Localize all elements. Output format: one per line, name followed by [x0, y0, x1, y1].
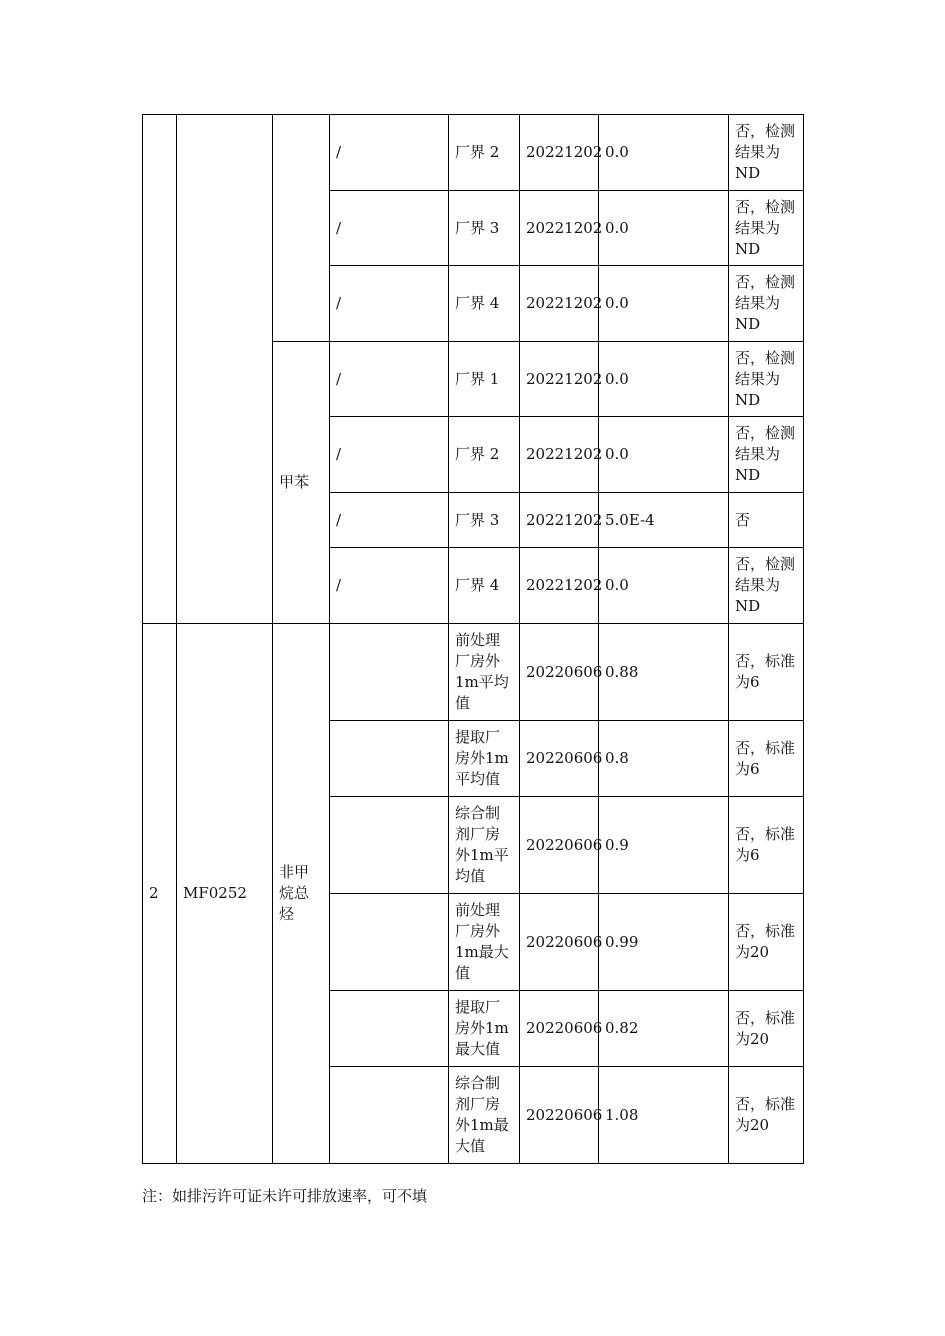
value-cell: 1.08 [599, 1067, 729, 1164]
point-cell: 厂界 3 [449, 493, 520, 548]
exceed-cell: 否，检测结果为ND [729, 191, 804, 266]
value-cell: 0.9 [599, 797, 729, 894]
value-cell: 0.0 [599, 191, 729, 266]
rate-cell: / [330, 493, 449, 548]
rate-cell: / [330, 191, 449, 266]
footnote: 注：如排污许可证未许可排放速率，可不填 [142, 1187, 428, 1205]
rate-cell [330, 991, 449, 1067]
point-cell: 提取厂房外1m最大值 [449, 991, 520, 1067]
monitoring-table [142, 114, 804, 1164]
exceed-cell: 否，检测结果为ND [729, 417, 804, 493]
outlet-code-cell [177, 115, 273, 624]
rate-cell [330, 624, 449, 721]
pollutant-cell [273, 115, 330, 342]
point-cell: 厂界 3 [449, 191, 520, 266]
exceed-cell: 否 [729, 493, 804, 548]
point-cell: 厂界 2 [449, 417, 520, 493]
point-cell: 厂界 1 [449, 342, 520, 417]
outlet-code-cell: MF0252 [177, 624, 273, 1164]
point-cell: 厂界 4 [449, 548, 520, 624]
value-cell: 0.0 [599, 548, 729, 624]
exceed-cell: 否，检测结果为ND [729, 548, 804, 624]
table-row [143, 624, 804, 721]
date-cell: 20220606 [520, 721, 599, 797]
date-cell: 20220606 [520, 797, 599, 894]
date-cell: 20220606 [520, 1067, 599, 1164]
exceed-cell: 否，检测结果为ND [729, 266, 804, 342]
point-cell: 综合制剂厂房外1m平均值 [449, 797, 520, 894]
point-cell: 前处理厂房外1m最大值 [449, 894, 520, 991]
value-cell: 5.0E-4 [599, 493, 729, 548]
value-cell: 0.8 [599, 721, 729, 797]
rate-cell [330, 797, 449, 894]
value-cell: 0.99 [599, 894, 729, 991]
date-cell: 20220606 [520, 991, 599, 1067]
date-cell: 20221202 [520, 115, 599, 191]
date-cell: 20221202 [520, 342, 599, 417]
table-row [143, 115, 804, 191]
rate-cell: / [330, 266, 449, 342]
exceed-cell: 否，标准为20 [729, 894, 804, 991]
date-cell: 20221202 [520, 266, 599, 342]
exceed-cell: 否，检测结果为ND [729, 115, 804, 191]
point-cell: 厂界 2 [449, 115, 520, 191]
exceed-cell: 否，检测结果为ND [729, 342, 804, 417]
rate-cell [330, 1067, 449, 1164]
point-cell: 厂界 4 [449, 266, 520, 342]
rate-cell [330, 894, 449, 991]
date-cell: 20221202 [520, 191, 599, 266]
rate-cell: / [330, 417, 449, 493]
pollutant-cell: 甲苯 [273, 342, 330, 624]
rate-cell [330, 721, 449, 797]
point-cell: 提取厂房外1m平均值 [449, 721, 520, 797]
date-cell: 20220606 [520, 894, 599, 991]
exceed-cell: 否，标准为6 [729, 797, 804, 894]
exceed-cell: 否，标准为20 [729, 1067, 804, 1164]
exceed-cell: 否，标准为20 [729, 991, 804, 1067]
value-cell: 0.0 [599, 417, 729, 493]
exceed-cell: 否，标准为6 [729, 721, 804, 797]
exceed-cell: 否，标准为6 [729, 624, 804, 721]
point-cell: 综合制剂厂房外1m最大值 [449, 1067, 520, 1164]
date-cell: 20221202 [520, 548, 599, 624]
date-cell: 20221202 [520, 417, 599, 493]
value-cell: 0.0 [599, 115, 729, 191]
value-cell: 0.88 [599, 624, 729, 721]
value-cell: 0.82 [599, 991, 729, 1067]
index-cell [143, 115, 177, 624]
date-cell: 20220606 [520, 624, 599, 721]
rate-cell: / [330, 342, 449, 417]
rate-cell: / [330, 548, 449, 624]
value-cell: 0.0 [599, 342, 729, 417]
date-cell: 20221202 [520, 493, 599, 548]
rate-cell: / [330, 115, 449, 191]
value-cell: 0.0 [599, 266, 729, 342]
point-cell: 前处理厂房外1m平均值 [449, 624, 520, 721]
index-cell: 2 [143, 624, 177, 1164]
pollutant-cell: 非甲烷总烃 [273, 624, 330, 1164]
